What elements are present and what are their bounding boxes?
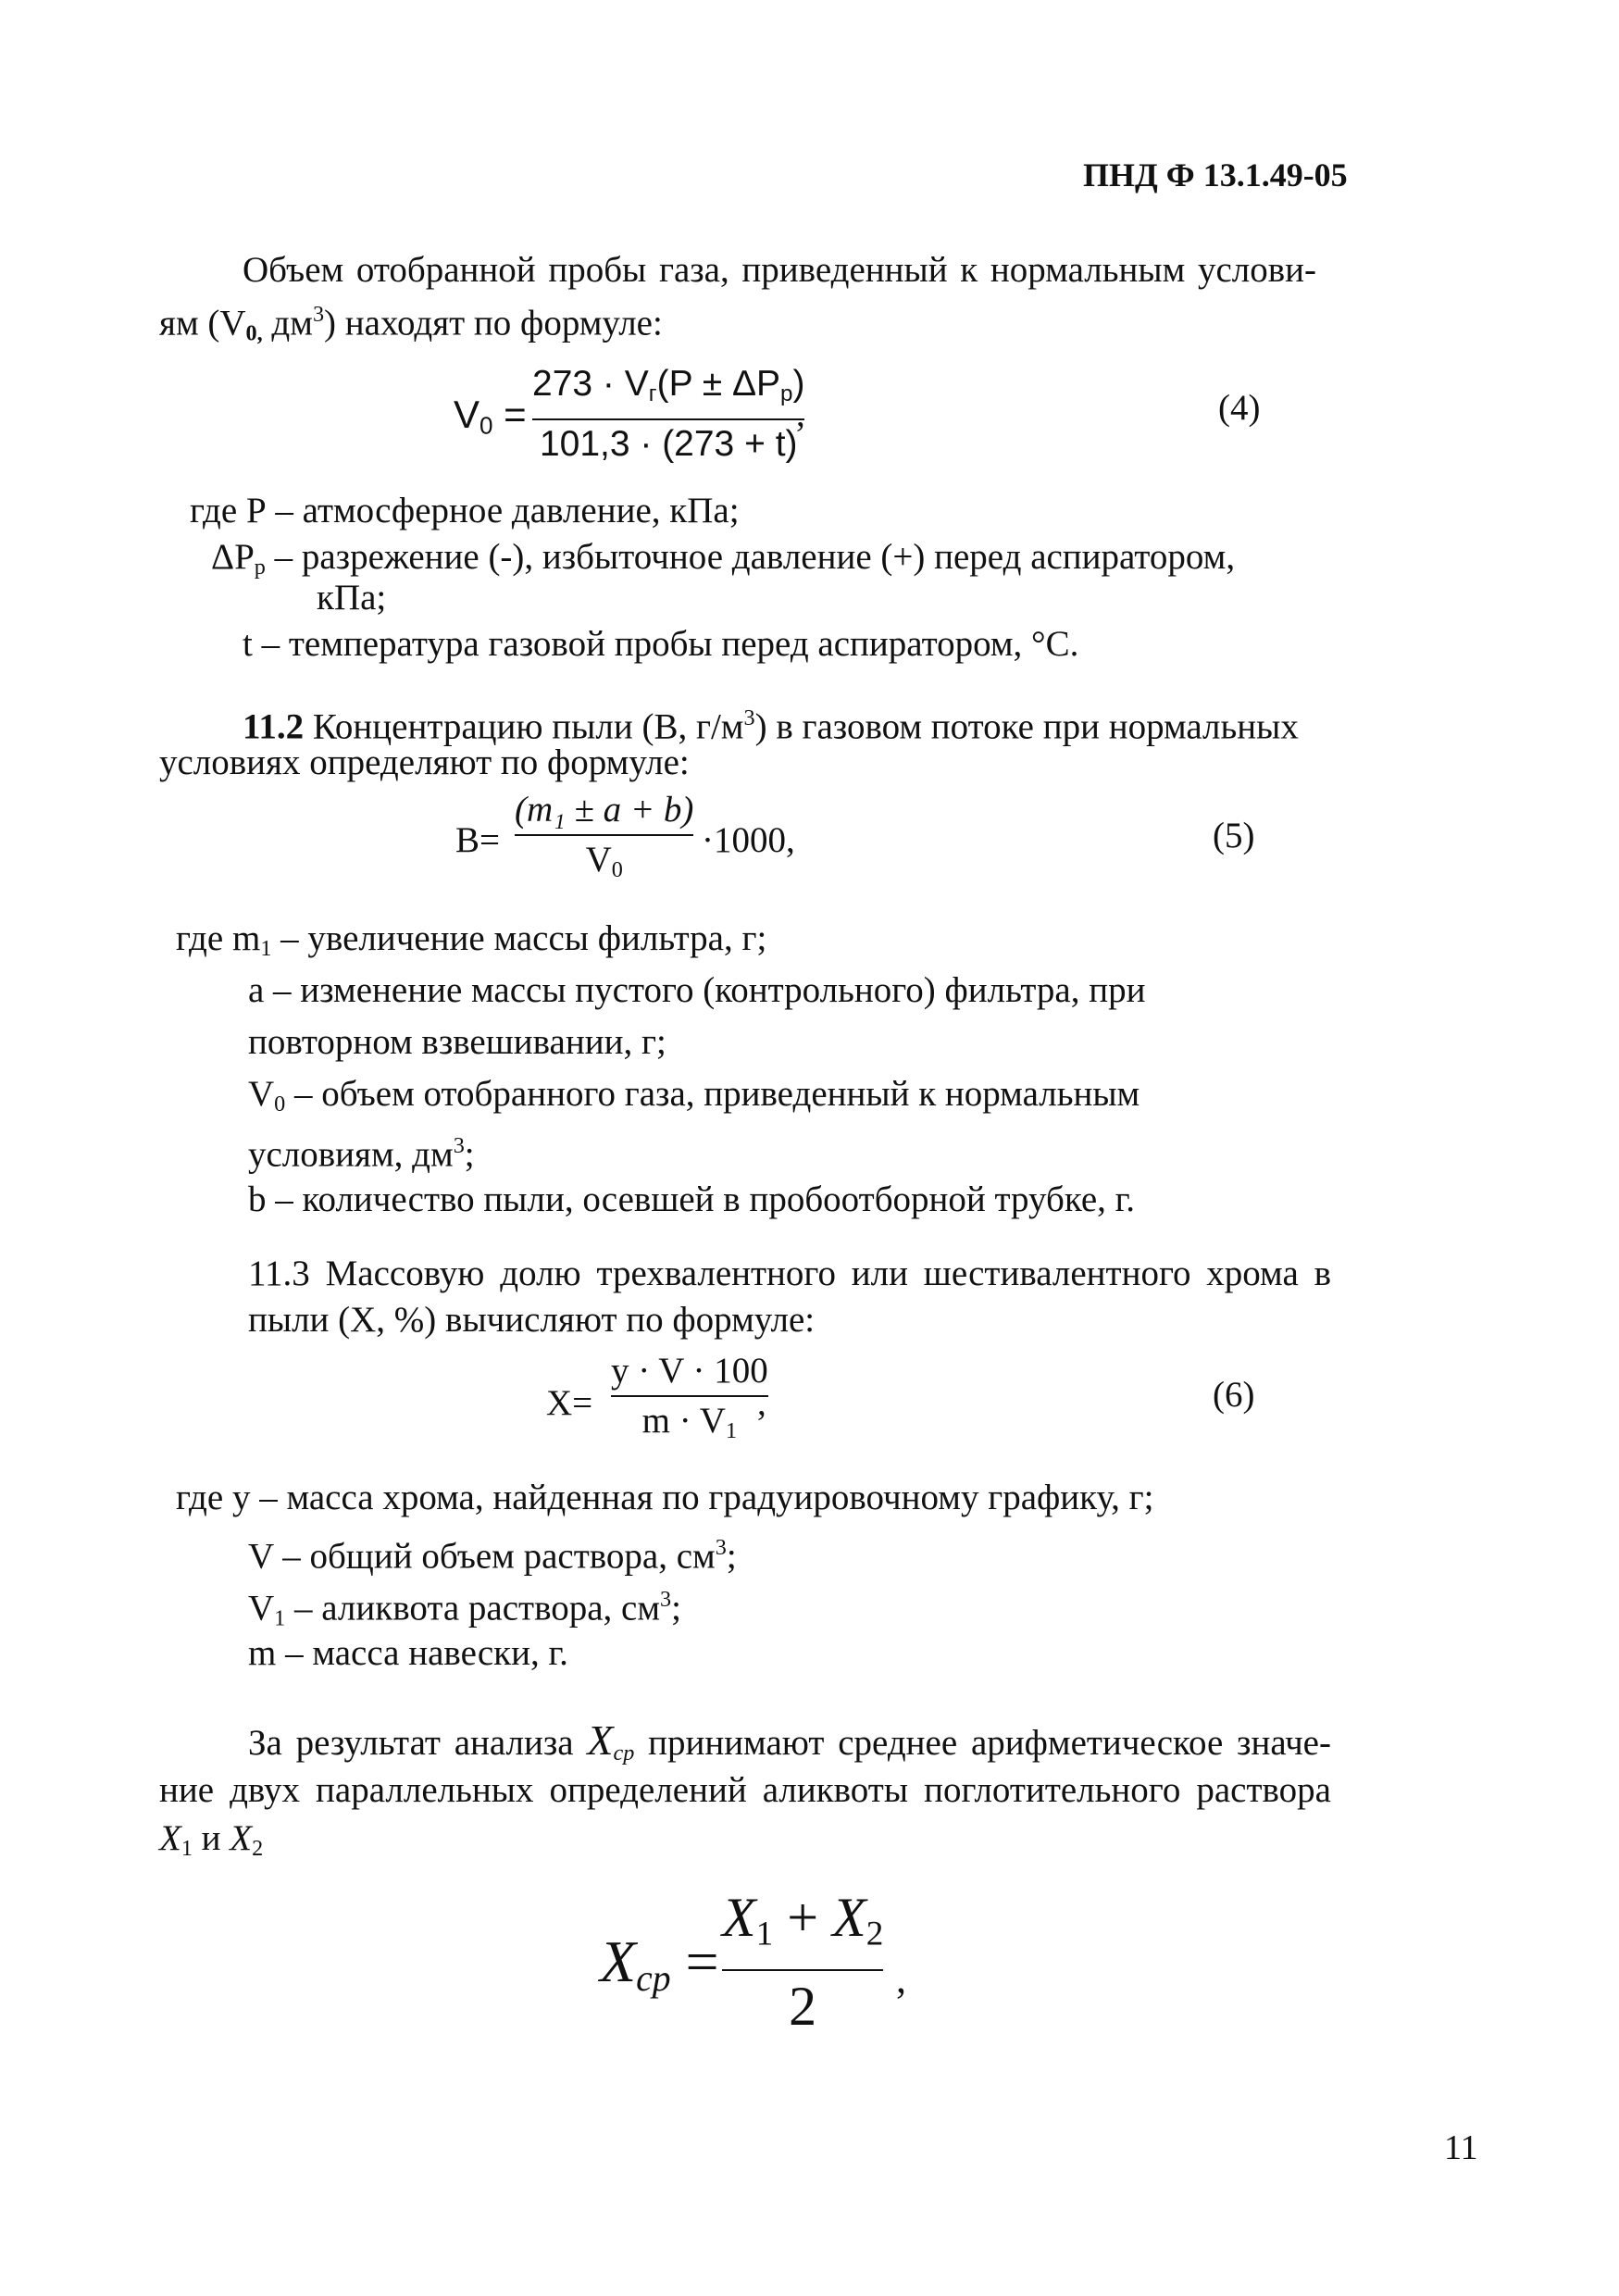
where5-line-1: где $m_1$ – увеличение массы фильтра, г; [176, 918, 767, 962]
formula5-number: (5) [1213, 816, 1255, 855]
formula7-numerator: $X_1 + X_2$ [722, 1887, 884, 1953]
where4-line-3: кПа; [317, 578, 387, 618]
intro-line-1: Объем отобранной пробы газа, приведенный к нормальным услови- [243, 250, 1316, 290]
formula4-denominator: 101,3 · (273 + t) [539, 424, 798, 465]
result-line-2: ние двух параллельных определений аликвоты поглотительного раствора [159, 1770, 1331, 1810]
where4-line-2: $\Delta P_р$ – разрежение (-), избыточное давление (+) перед аспиратором, [211, 537, 1236, 580]
document-code-header: ПНД Ф 13.1.49-05 [1083, 156, 1348, 193]
page-number: 11 [1444, 2128, 1478, 2167]
formula6-denominator: $m \cdot V_1$ [641, 1401, 738, 1444]
section-11-3-line-1: 11.3 Массовую долю трехвалентного или шестивалентного хрома в [248, 1254, 1331, 1293]
formula7-lhs: $X_{ср}$ = [600, 1928, 719, 1999]
formula4-fraction-bar [532, 418, 804, 420]
where5-line-5: условиям, $дм^3$; [248, 1133, 475, 1175]
result-line-1: За результат анализа $X_{ср}$ принимают среднее арифметическое значе- [248, 1716, 1331, 1766]
where6-line-2: V – общий объем раствора, $см^3$; [248, 1535, 737, 1577]
formula5-fraction-bar [515, 834, 693, 836]
formula5-denominator: $V_0$ [585, 840, 623, 883]
formula6-number: (6) [1213, 1375, 1255, 1415]
formula7-fraction [722, 1885, 883, 2039]
formula6-numerator: y · V · 100 [611, 1351, 768, 1391]
formula4-fraction [532, 363, 804, 466]
section-11-2-line-2: условиях определяют по формуле: [159, 742, 690, 782]
where5-line-2: а – изменение массы пустого (контрольного) фильтра, при [248, 970, 1146, 1010]
formula5-lhs: B= [455, 820, 501, 860]
where6-line-3: $V_1$ – аликвота раствора, $см^3$; [248, 1587, 681, 1631]
where4-line-1: где Р – атмосферное давление, кПа; [190, 491, 740, 530]
where6-line-4: m – масса навески, г. [248, 1633, 568, 1673]
formula5-fraction [515, 789, 693, 892]
formula7-fraction-bar [722, 1969, 883, 1971]
formula7-tail: , [896, 1956, 906, 2002]
formula4-tail: , [796, 394, 805, 434]
formula6-fraction [611, 1350, 768, 1453]
formula5-tail: ·1000, [702, 820, 795, 860]
formula5-numerator: (m₁ ± a + b) [515, 790, 694, 830]
intro-line-2: ям ($V_{0,}$ $дм^3$) находят по формуле: [159, 302, 663, 346]
formula4-number: (4) [1218, 388, 1261, 428]
formula6-fraction-bar [611, 1395, 768, 1397]
where5-line-4: $V_0$ – объем отобранного газа, приведенный к нормальным [248, 1074, 1140, 1117]
formula6-lhs: X= [546, 1383, 593, 1423]
where5-line-6: b – количество пыли, осевшей в пробоотборной трубке, г. [248, 1179, 1135, 1219]
formula4-lhs: $V_0$ = [454, 393, 527, 440]
where5-line-3: повторном взвешивании, г; [248, 1022, 666, 1062]
formula6-tail: , [757, 1383, 766, 1423]
formula4-numerator: $273 \cdot V_г(P \pm \Delta P_р)$ [532, 364, 805, 407]
formula7-denominator: 2 [789, 1976, 817, 2038]
where6-line-1: где у – масса хрома, найденная по градуировочному графику, г; [176, 1478, 1154, 1517]
where4-line-4: t – температура газовой пробы перед аспиратором, °С. [243, 624, 1079, 664]
section-11-2-line-1: 11.2 Концентрацию пыли (В, $г/м^3$) в газовом потоке при нормальных [243, 705, 1299, 747]
section-11-3-line-2: пыли (X, %) вычисляют по формуле: [248, 1300, 816, 1340]
result-line-3: $X_1$ и $X_2$ [159, 1818, 264, 1862]
